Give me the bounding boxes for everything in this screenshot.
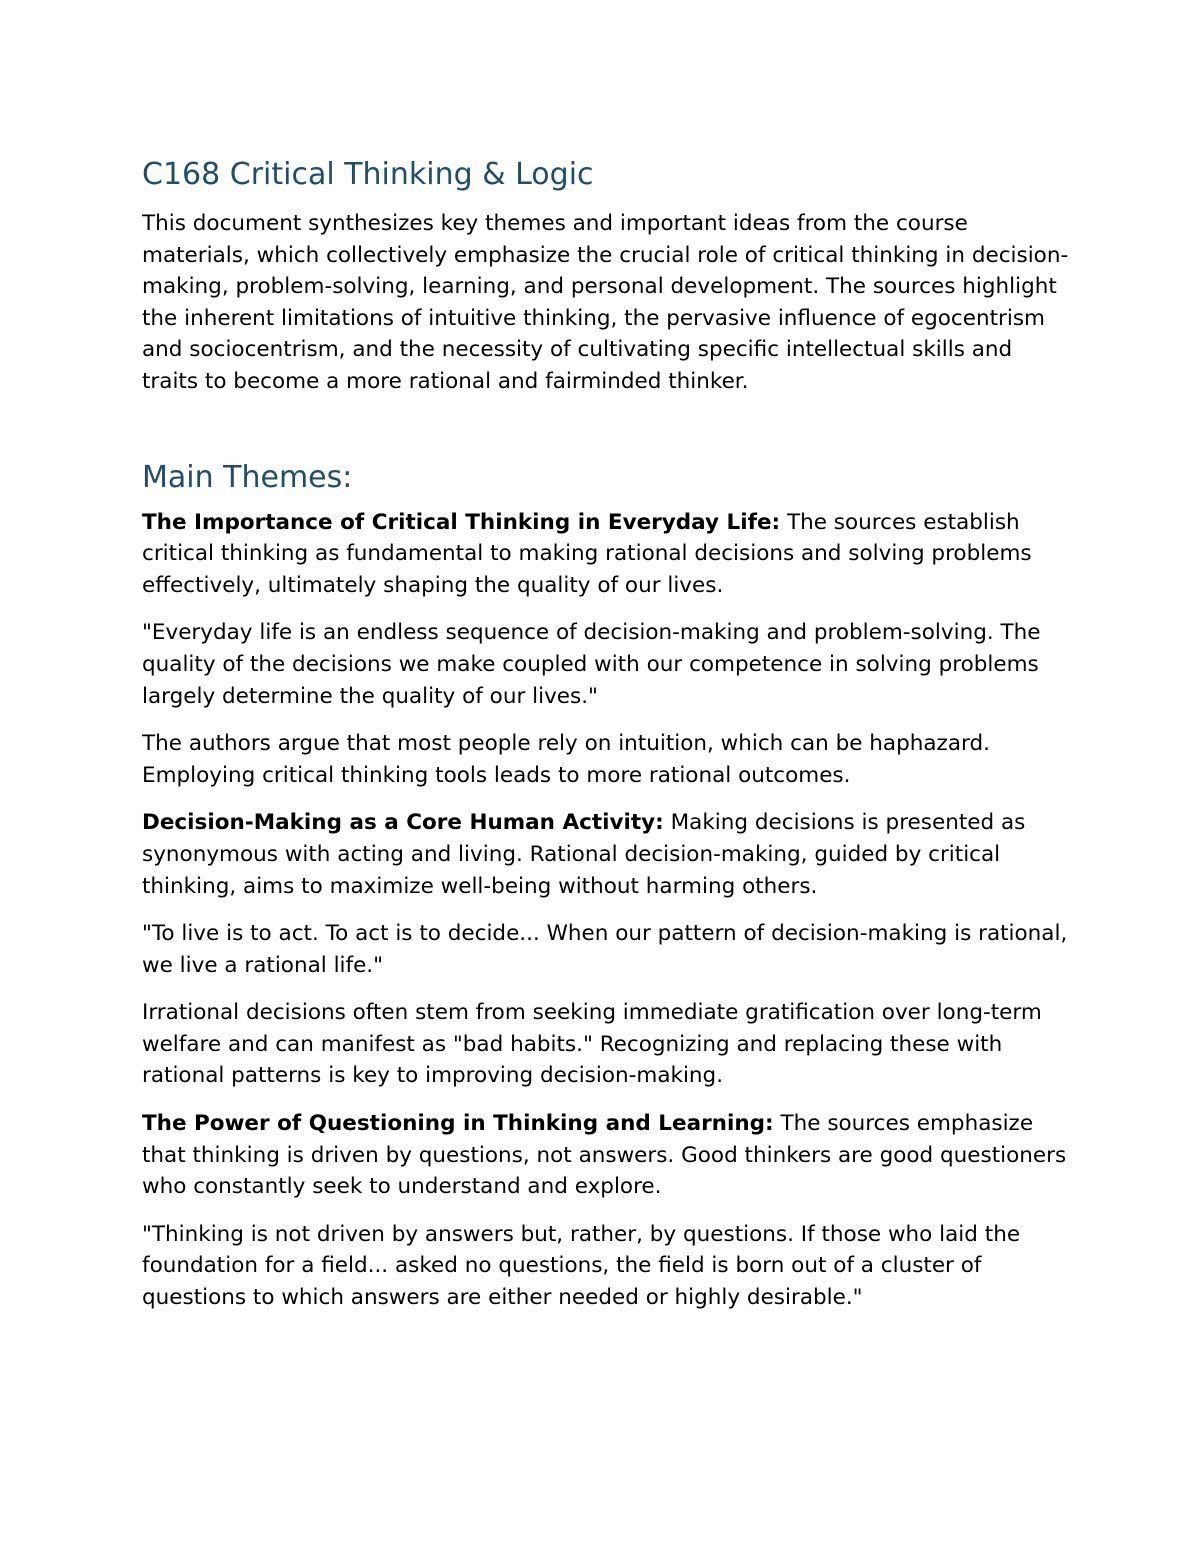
theme-text: Making decisions is presented as synonymous with acting and living. Rational decision-making, guided by critical thinking, aims to maximize well-being without harming others.: [142, 810, 1026, 899]
theme-label: The Importance of Critical Thinking in Everyday Life:: [142, 509, 781, 535]
main-themes-heading: Main Themes:: [142, 459, 353, 495]
theme-text: The sources establish critical thinking as fundamental to making rational decisions and solving problems effectively, ultimately shaping the quality of our lives.: [142, 509, 1032, 598]
theme-note: The authors argue that most people rely on intuition, which can be haphazard. Employing critical thinking tools leads to more rational outcomes.: [142, 731, 990, 788]
theme-paragraph: [142, 1108, 1072, 1203]
theme-label: The Power of Questioning in Thinking and Learning:: [142, 1111, 774, 1137]
theme-paragraph: [142, 807, 1072, 902]
document-title: C168 Critical Thinking & Logic: [142, 157, 594, 192]
theme-quote: "Everyday life is an endless sequence of decision-making and problem-solving. The quality of the decisions we make coupled with our competence in solving problems largely determine the quality of our lives.": [142, 620, 1041, 709]
document-page: [142, 155, 1072, 1330]
theme-quote: "To live is to act. To act is to decide... When our pattern of decision-making is rational, we live a rational life.": [142, 921, 1068, 978]
theme-note: Irrational decisions often stem from seeking immediate gratification over long-term welfare and can manifest as "bad habits." Recognizing and replacing these with rational patterns is key to improving decision-making.: [142, 1000, 1042, 1089]
intro-paragraph: This document synthesizes key themes and important ideas from the course materials, which collectively emphasize the crucial role of critical thinking in decision-making, problem-solving, learning, and personal development. The sources highlight the inherent limitations of intuitive thinking, the pervasive influence of egocentrism and sociocentrism, and the necessity of cultivating specific intellectual skills and traits to become a more rational and fairminded thinker.: [142, 211, 1069, 394]
theme-quote: "Thinking is not driven by answers but, rather, by questions. If those who laid the foundation for a field... asked no questions, the field is born out of a cluster of questions to which answers are either needed or highly desirable.": [142, 1221, 1021, 1311]
theme-paragraph: [142, 507, 1072, 602]
theme-label: Decision-Making as a Core Human Activity:: [142, 810, 664, 836]
theme-text: The sources emphasize that thinking is driven by questions, not answers. Good thinkers are good questioners who constantly seek to understand and explore.: [142, 1111, 1067, 1200]
